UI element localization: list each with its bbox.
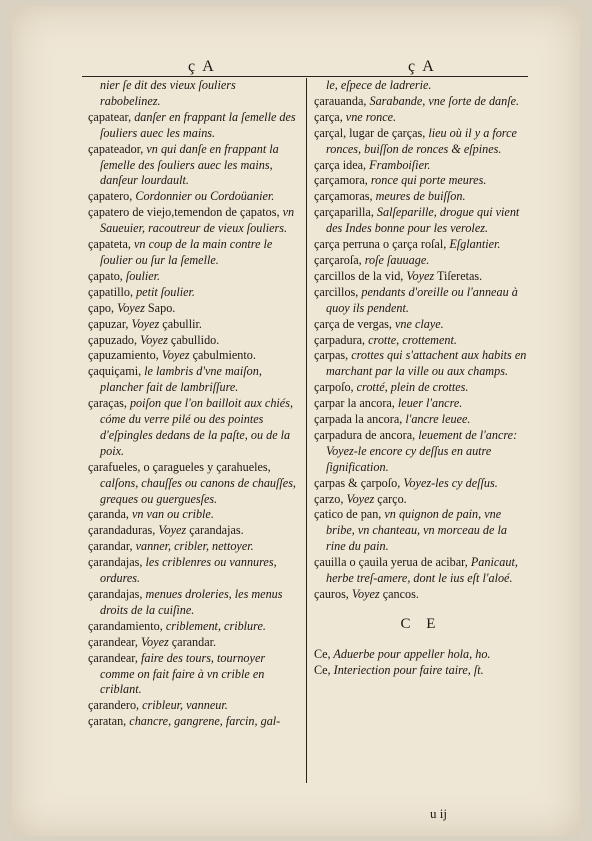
dictionary-entry <box>314 663 528 679</box>
dictionary-entry <box>314 317 528 333</box>
dictionary-entry <box>314 285 528 317</box>
entry-headword: çapatero, <box>88 189 133 204</box>
entry-definition: Voyez <box>114 300 145 315</box>
entry-definition: vn Saueuier, racoutreur de vieux ſouliers. <box>100 205 295 236</box>
entry-definition: roſe ſauuage. <box>361 252 430 267</box>
dictionary-entry <box>314 126 528 158</box>
entry-headword: çauilla o çauila yerua de acibar, <box>314 555 468 570</box>
entry-definition: crotté, plein de crottes. <box>353 380 469 395</box>
dictionary-entry <box>314 94 528 110</box>
running-head <box>82 58 522 76</box>
entry-headword: çarpadura de ancora, <box>314 427 416 442</box>
entry-definition: Panicaut, herbe treſ-amere, dont le ius eſt l'aloé. <box>326 555 518 586</box>
entry-definition: Voyez <box>348 587 380 601</box>
entry-definition: faire des tours, tournoyer comme on fait faire à vn crible en criblant. <box>100 650 266 697</box>
dictionary-entry <box>314 476 528 492</box>
dictionary-entry <box>88 460 298 508</box>
dictionary-entry <box>88 555 298 587</box>
entry-headword: çauros, <box>314 587 349 601</box>
entry-headword: çarcillos de la vid, <box>314 268 404 283</box>
dictionary-entry <box>88 205 298 237</box>
dictionary-entry <box>88 364 298 396</box>
entry-definition: danſer en frappant la ſemelle des ſouliers auec les mains. <box>100 109 296 140</box>
entry-headword: Ce, <box>314 662 331 677</box>
dictionary-entry <box>314 428 528 476</box>
entry-definition: Aduerbe pour appeller hola, ho. <box>330 646 491 661</box>
entry-definition: l'ancre leuee. <box>402 412 471 427</box>
dictionary-entry <box>314 189 528 205</box>
entry-headword: çarpas, <box>314 348 349 363</box>
entry-headword: çatico de pan, <box>314 507 382 522</box>
entry-definition: vanner, cribler, nettoyer. <box>132 539 254 554</box>
entry-definition: Voyez <box>158 348 190 363</box>
entry-crossref: çancos. <box>379 587 419 601</box>
entry-definition: petit ſoulier. <box>133 284 195 299</box>
signature-mark: u ij <box>430 806 447 821</box>
dictionary-entry <box>88 714 298 730</box>
entry-headword: çarauanda, <box>314 93 367 108</box>
entry-definition: ſoulier. <box>122 268 161 283</box>
entry-crossref: çarandar. <box>168 634 217 649</box>
entry-headword: çarçal, lugar de çarças, <box>314 125 426 140</box>
right-column <box>314 78 528 679</box>
entry-definition: Eſglantier. <box>446 237 501 252</box>
entry-headword: çarpada la ancora, <box>314 412 403 427</box>
entry-headword: çarça, <box>314 109 343 124</box>
entry-definition: crottes qui s'attachent aux habits en marchant par la ville ou aux champs. <box>326 348 527 379</box>
entry-definition: vn quignon de pain, vne bribe, vn chanteau, vn morceau de la rine du pain. <box>326 507 507 554</box>
entry-headword: çapato, <box>88 268 123 283</box>
entry-headword: çapatero de viejo,temendon de çapatos, <box>88 205 280 220</box>
entry-headword: çaratan, <box>88 714 127 729</box>
entry-headword: Ce, <box>314 646 331 661</box>
entry-headword: çarçamoras, <box>314 189 373 204</box>
entry-headword: çapatillo, <box>88 284 134 299</box>
entry-definition: Voyez <box>137 634 169 649</box>
dictionary-entry <box>88 110 298 142</box>
entry-definition: Salſeparille, drogue qui vient des Indes bonne pour les verolez. <box>326 205 520 236</box>
entry-headword: çarpoſo, <box>314 380 354 395</box>
entry-definition: Voyez-les cy deſſus. <box>400 475 498 490</box>
entry-headword: çarandear, <box>88 634 138 649</box>
entry-headword: çarandamiento, <box>88 618 163 633</box>
entry-headword: çarandero, <box>88 698 140 713</box>
dictionary-entry <box>314 412 528 428</box>
entry-definition: vn van ou crible. <box>128 507 214 522</box>
entry-headword: çarça perruna o çarça roſal, <box>314 237 447 252</box>
book-page <box>12 6 580 836</box>
entry-definition: Sarabande, vne ſorte de danſe. <box>366 93 520 108</box>
dictionary-entry <box>88 301 298 317</box>
running-head-right: ç A <box>408 58 436 75</box>
entry-headword: çarçaparilla, <box>314 205 374 220</box>
dictionary-entry <box>88 539 298 555</box>
entry-definition: pendants d'oreille ou l'anneau à quoy ils pendent. <box>326 284 518 315</box>
entry-definition: Interiection pour faire taire, ſt. <box>330 662 484 677</box>
dictionary-entry <box>314 396 528 412</box>
dictionary-entry <box>314 647 528 663</box>
entry-definition: calſons, chauſſes ou canons de chauſſes, greques ou guerguesſes. <box>100 475 296 506</box>
entry-headword: çarandajas, <box>88 555 143 570</box>
entry-headword: çarandar, <box>88 539 133 554</box>
dictionary-entry <box>88 333 298 349</box>
dictionary-entry <box>314 205 528 237</box>
dictionary-entry <box>88 237 298 269</box>
dictionary-entry <box>314 78 528 94</box>
entry-crossref: çabullido. <box>167 332 220 347</box>
entry-definition: menues droleries, les menus droits de la cuiſine. <box>100 587 283 617</box>
entry-headword: çaranda, <box>88 507 129 522</box>
entry-headword: çaraças, <box>88 396 127 411</box>
entry-definition: vn qui danſe en frappant la ſemelle des ſouliers auec les mains, danſeur lourdault. <box>100 141 279 188</box>
entry-definition: poiſon que l'on bailloit aux chiés, cóme du verre pilé ou des pointes d'eſpingles dedans de la paſte, ou de la poix. <box>100 396 294 458</box>
entry-definition: crotte, crottement. <box>365 332 457 347</box>
column-divider <box>306 78 307 783</box>
entry-headword: çarçaroſa, <box>314 252 362 267</box>
entry-headword: çarandear, <box>88 650 138 665</box>
dictionary-entry <box>314 507 528 555</box>
entry-definition: chancre, gangrene, farcin, gal- <box>126 714 281 729</box>
dictionary-entry <box>314 269 528 285</box>
dictionary-entry <box>314 253 528 269</box>
entry-headword: çarpas & çarpoſo, <box>314 475 401 490</box>
dictionary-entry <box>314 237 528 253</box>
right-column-entries-ce <box>314 647 528 679</box>
entry-definition: meures de buiſſon. <box>372 189 466 204</box>
dictionary-entry <box>314 173 528 189</box>
running-head-left: ç A <box>188 58 216 75</box>
section-heading: C E <box>400 615 442 632</box>
entry-headword: çarandajas, <box>88 587 143 601</box>
left-column <box>88 78 298 730</box>
entry-headword: çarpadura, <box>314 332 366 347</box>
entry-definition: Framboiſier. <box>366 157 431 172</box>
entry-definition: ronce qui porte meures. <box>367 173 487 188</box>
entry-definition: cribleur, vanneur. <box>139 698 228 713</box>
dictionary-entry <box>88 142 298 190</box>
entry-headword: çapuzado, <box>88 332 138 347</box>
entry-definition: Voyez <box>137 332 168 347</box>
entry-definition: Voyez <box>403 268 435 283</box>
entry-definition: criblement, criblure. <box>162 618 266 633</box>
dictionary-entry <box>88 523 298 539</box>
dictionary-entry <box>88 587 298 619</box>
entry-headword: çarça de vergas, <box>314 316 392 331</box>
dictionary-entry <box>314 348 528 380</box>
entry-definition: lieu où il y a force ronces, buiſſon de ronces & eſpines. <box>326 125 517 156</box>
dictionary-entry <box>88 285 298 301</box>
header-rule <box>82 76 528 77</box>
entry-headword: çarafueles, o çaragueles y çarahueles, <box>88 459 271 474</box>
entry-definition: vne claye. <box>391 316 444 331</box>
entry-headword: çapuzar, <box>88 316 129 331</box>
entry-headword: çarça idea, <box>314 157 367 172</box>
entry-definition: le, eſpece de ladrerie. <box>326 78 432 92</box>
entry-definition: leuer l'ancre. <box>394 396 463 411</box>
dictionary-entry <box>88 651 298 699</box>
dictionary-entry <box>314 333 528 349</box>
entry-headword: çarçamora, <box>314 173 368 188</box>
dictionary-entry <box>314 380 528 396</box>
dictionary-entry <box>314 158 528 174</box>
entry-headword: çarpar la ancora, <box>314 396 395 411</box>
entry-headword: çapateta, <box>88 237 131 252</box>
dictionary-entry <box>88 619 298 635</box>
entry-definition: les criblenres ou vannures, ordures. <box>100 555 277 586</box>
entry-definition: leuement de l'ancre: Voyez-le encore cy deſſus en autre ſignification. <box>326 427 518 474</box>
entry-crossref: çabulmiento. <box>189 348 256 363</box>
entry-definition: Cordonnier ou Cordoüanier. <box>132 189 275 204</box>
entry-headword: çapuzamiento, <box>88 348 159 363</box>
dictionary-entry <box>88 396 298 460</box>
entry-definition: Voyez <box>155 523 187 538</box>
dictionary-entry <box>314 587 528 603</box>
entry-crossref: Tiſeretas. <box>434 268 483 283</box>
dictionary-entry <box>88 698 298 714</box>
entry-headword: çapateador, <box>88 141 144 156</box>
dictionary-entry <box>314 555 528 587</box>
entry-definition: Voyez <box>128 316 160 331</box>
entry-crossref: Sapo. <box>144 300 176 315</box>
entry-definition: vne ronce. <box>342 109 397 124</box>
entry-definition: nier ſe dit des vieux ſouliers rabobelinez. <box>100 78 236 108</box>
dictionary-entry <box>88 348 298 364</box>
dictionary-entry <box>88 189 298 205</box>
entry-crossref: çarço. <box>374 491 407 506</box>
dictionary-entry <box>88 317 298 333</box>
entry-headword: çapo, <box>88 300 115 315</box>
dictionary-entry <box>88 635 298 651</box>
entry-headword: çapatear, <box>88 109 132 124</box>
right-column-entries <box>314 78 528 603</box>
entry-headword: çarcillos, <box>314 284 359 299</box>
dictionary-entry <box>88 269 298 285</box>
entry-crossref: çarandajas. <box>186 523 244 538</box>
entry-headword: çarzo, <box>314 491 344 506</box>
dictionary-entry <box>88 507 298 523</box>
entry-definition: Voyez <box>343 491 375 506</box>
entry-headword: çarandaduras, <box>88 523 156 538</box>
dictionary-entry <box>314 492 528 508</box>
entry-crossref: çabullir. <box>159 316 202 331</box>
entry-headword: çaquiçami, <box>88 364 142 379</box>
dictionary-entry <box>88 78 298 110</box>
entry-definition: le lambris d'vne maiſon, plancher fait de lambriſſure. <box>100 364 262 395</box>
entry-definition: vn coup de la main contre le ſoulier ou ſur la ſemelle. <box>100 237 273 267</box>
dictionary-entry <box>314 110 528 126</box>
